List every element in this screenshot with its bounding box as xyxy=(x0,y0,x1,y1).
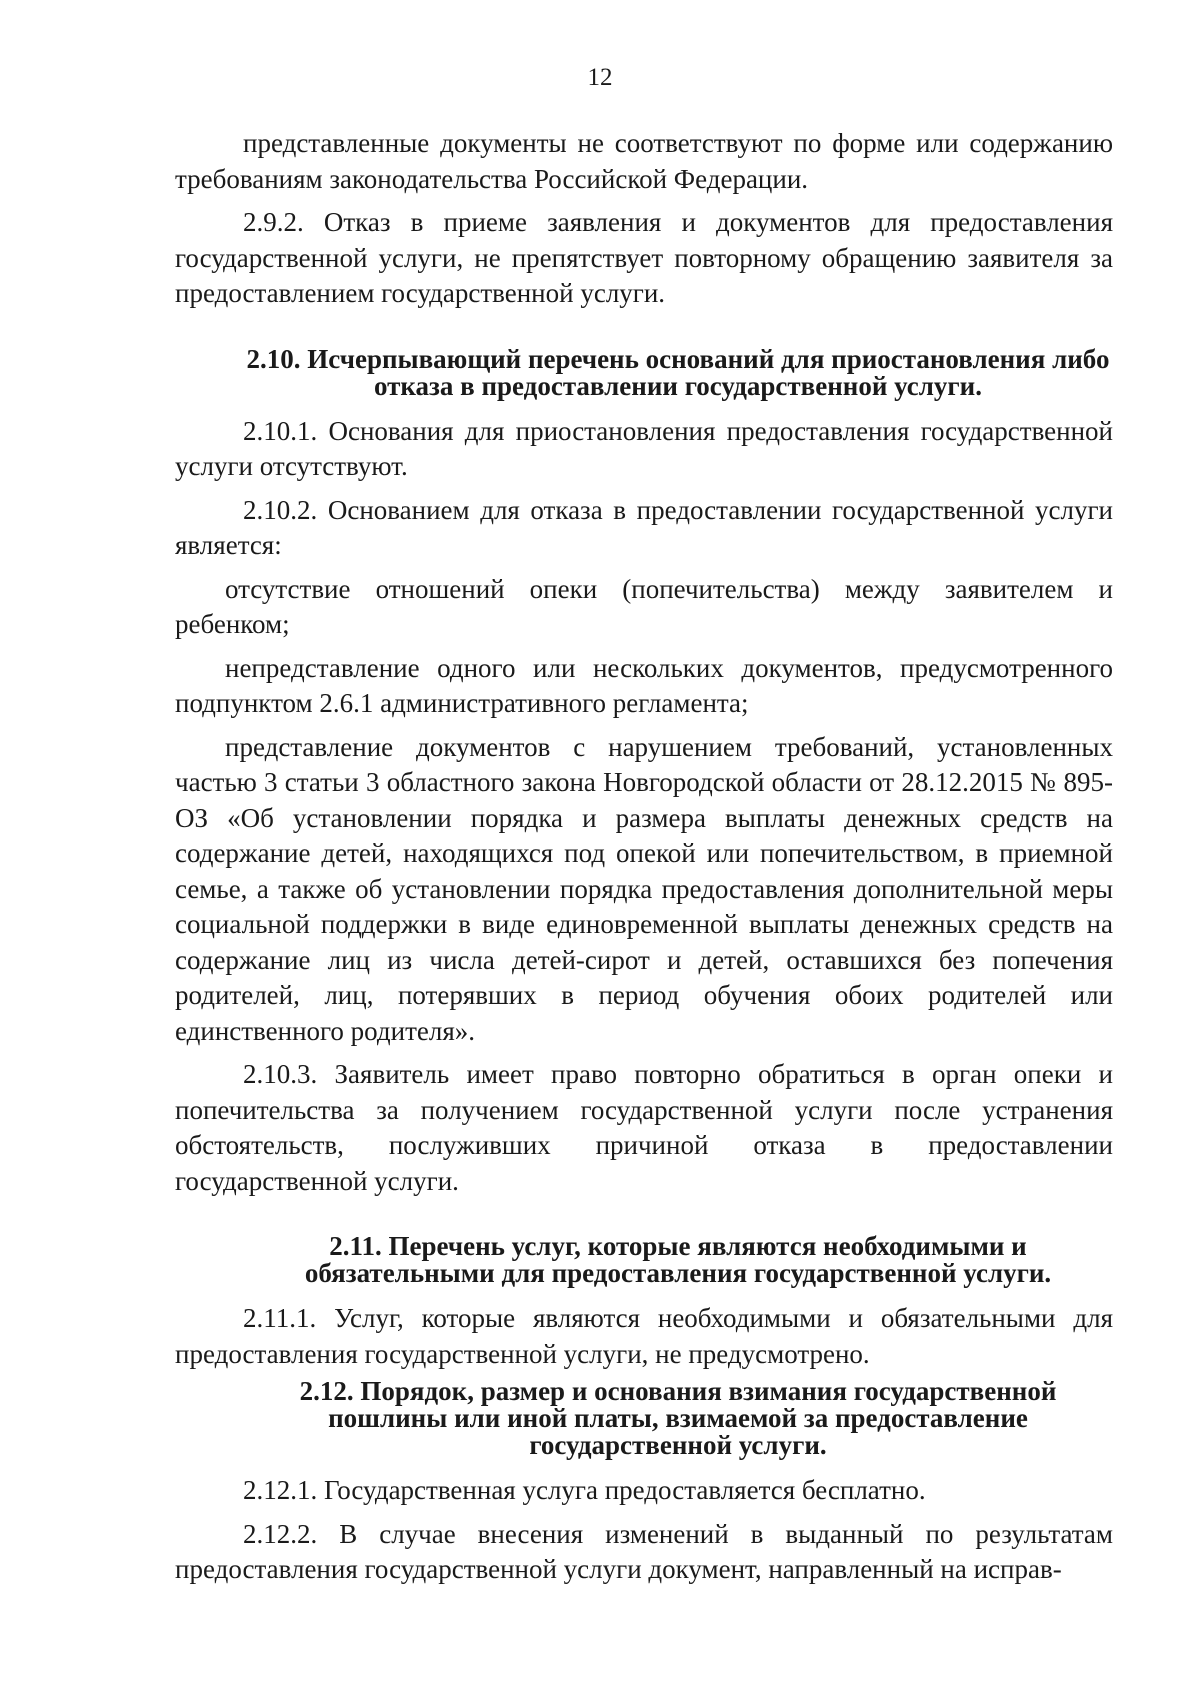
paragraph-2-10-2: 2.10.2. Основанием для отказа в предоставлении государственной услуги является: xyxy=(175,494,1113,560)
paragraph-2-10-1: 2.10.1. Основания для приостановления предоставления государственной услуги отсутствуют. xyxy=(175,415,1113,481)
paragraph-2-12-1: 2.12.1. Государственная услуга предоставляется бесплатно. xyxy=(243,1475,926,1505)
section-heading-2-10: 2.10. Исчерпывающий перечень оснований для приостановления либо отказа в предоставлении государственной услуги. xyxy=(246,343,1110,401)
page-number: 12 xyxy=(587,64,613,91)
paragraph-list-item: представление документов с нарушением требований, установленных частью 3 статьи 3 областного закона Новгородской области от 28.12.2015 № 895-ОЗ «Об установлении порядка и размера выплаты денежных средств на содержание детей, находящихся под опекой или попечительством, в приемной семье, а также об установлении порядка предоставления дополнительной меры социальной поддержки в виде единовременной выплаты денежных средств на содержание лиц из числа детей-сирот и детей, оставшихся без попечения родителей, лиц, потерявших в период обучения обоих родителей или единственного родителя». xyxy=(175,731,1113,1046)
paragraph-continuation: представленные документы не соответствуют по форме или содержанию требованиям законодательства Российской Федерации. xyxy=(175,128,1113,194)
section-heading-2-11: 2.11. Перечень услуг, которые являются необходимыми и обязательными для предоставления государственной услуги. xyxy=(304,1231,1052,1288)
section-heading-2-12: 2.12. Порядок, размер и основания взимания государственной пошлины или иной платы, взимаемой за предоставление государственной услуги. xyxy=(299,1376,1057,1460)
paragraph-2-11-1: 2.11.1. Услуг, которые являются необходимыми и обязательными для предоставления государственной услуги, не предусмотрено. xyxy=(175,1303,1113,1369)
document-body xyxy=(175,126,1113,1588)
paragraph-list-item: непредставление одного или нескольких документов, предусмотренного подпунктом 2.6.1 административного регламента; xyxy=(175,652,1113,718)
paragraph-2-10-3: 2.10.3. Заявитель имеет право повторно обратиться в орган опеки и попечительства за получением государственной услуги после устранения обстоятельств, послуживших причиной отказа в предоставлении государственной услуги. xyxy=(175,1059,1113,1196)
paragraph-list-item: отсутствие отношений опеки (попечительства) между заявителем и ребенком; xyxy=(175,573,1113,639)
paragraph-2-12-2: 2.12.2. В случае внесения изменений в выданный по результатам предоставления государственной услуги документ, направленный на исправ- xyxy=(175,1518,1113,1584)
paragraph-2-9-2: 2.9.2. Отказ в приеме заявления и документов для предоставления государственной услуги, не препятствует повторному обращению заявителя за предоставлением государственной услуги. xyxy=(175,207,1113,308)
